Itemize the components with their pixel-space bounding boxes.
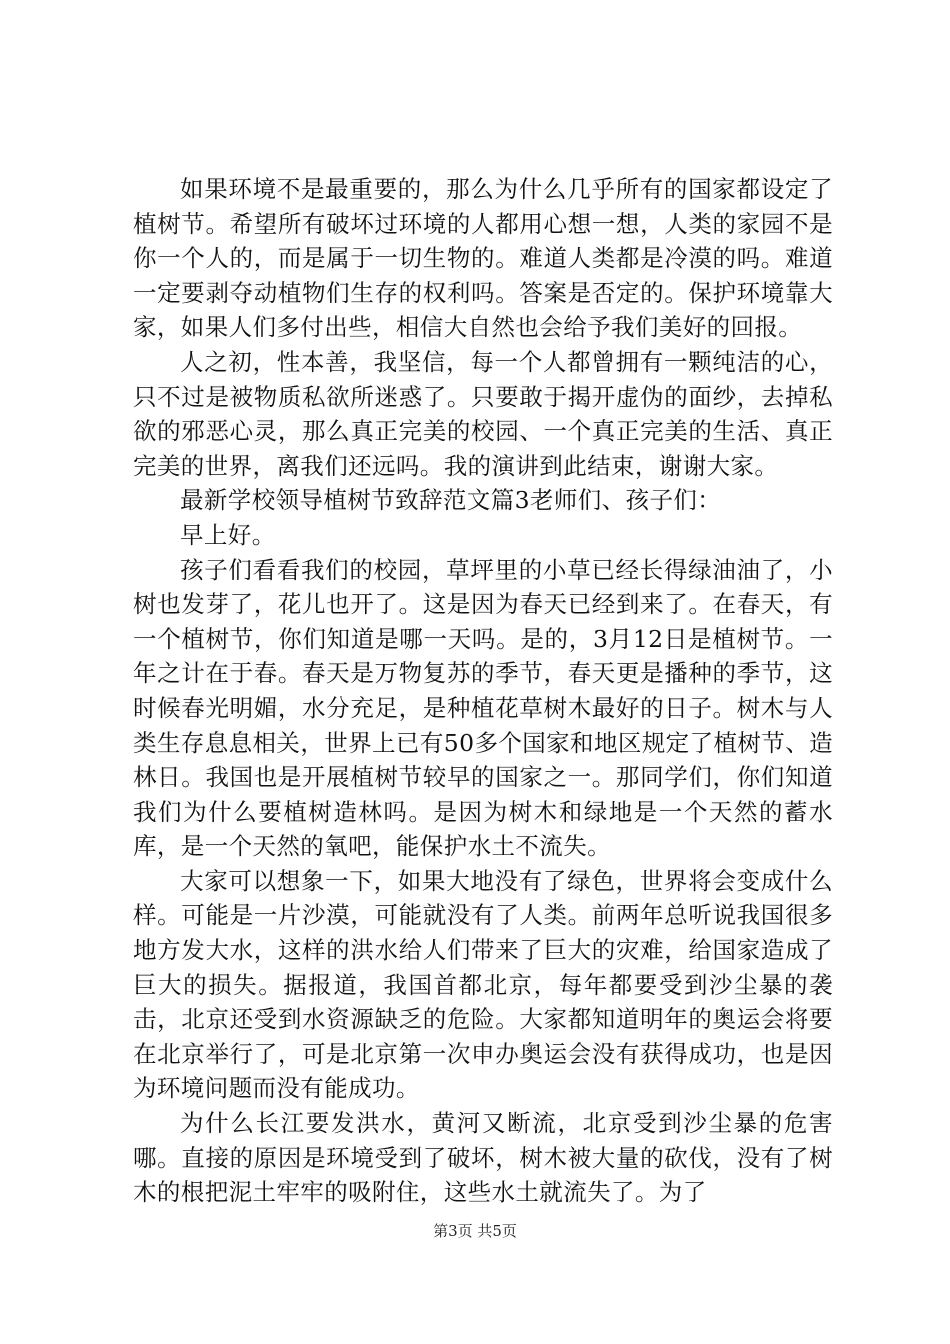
paragraph-heading: 最新学校领导植树节致辞范文篇3老师们、孩子们： — [180, 486, 722, 515]
paragraph: 为什么长江要发洪水，黄河又断流，北京受到沙尘暴的危害哪。直接的原因是环境受到了破坏，树木被大量的砍伐，没有了树木的根把泥土牢牢的吸附住，这些水土就流失了。为了 — [133, 1109, 833, 1207]
paragraph: 早上好。 — [180, 520, 276, 549]
document-body — [133, 172, 833, 1210]
paragraph: 人之初，性本善，我坚信，每一个人都曾拥有一颗纯洁的心，只不过是被物质私欲所迷惑了。只要敢于揭开虚伪的面纱，去掉私欲的邪恶心灵，那么真正完美的校园、一个真正完美的生活、真正完美的世界，离我们还远吗。我的演讲到此结束，谢谢大家。 — [133, 347, 833, 480]
page-number-footer: 第3页 共5页 — [433, 1222, 517, 1240]
paragraph: 大家可以想象一下，如果大地没有了绿色，世界将会变成什么样。可能是一片沙漠，可能就没有了人类。前两年总听说我国很多地方发大水，这样的洪水给人们带来了巨大的灾难，给国家造成了巨大的损失。据报道，我国首都北京，每年都要受到沙尘暴的袭击，北京还受到水资源缺乏的危险。大家都知道明年的奥运会将要在北京举行了，可是北京第一次申办奥运会没有获得成功，也是因为环境问题而没有能成功。 — [133, 866, 833, 1103]
paragraph: 孩子们看看我们的校园，草坪里的小草已经长得绿油油了，小树也发芽了，花儿也开了。这是因为春天已经到来了。在春天，有一个植树节，你们知道是哪一天吗。是的，3月12日是植树节。一年之计在于春。春天是万物复苏的季节，春天更是播种的季节，这时候春光明媚，水分充足，是种植花草树木最好的日子。树木与人类生存息息相关，世界上已有50多个国家和地区规定了植树节、造林日。我国也是开展植树节较早的国家之一。那同学们，你们知道我们为什么要植树造林吗。是因为树木和绿地是一个天然的蓄水库，是一个天然的氧吧，能保护水土不流失。 — [133, 555, 833, 861]
paragraph: 如果环境不是最重要的，那么为什么几乎所有的国家都设定了植树节。希望所有破坏过环境的人都用心想一想，人类的家园不是你一个人的，而是属于一切生物的。难道人类都是冷漠的吗。难道一定要剥夺动植物们生存的权利吗。答案是否定的。保护环境靠大家，如果人们多付出些，相信大自然也会给予我们美好的回报。 — [133, 175, 833, 342]
